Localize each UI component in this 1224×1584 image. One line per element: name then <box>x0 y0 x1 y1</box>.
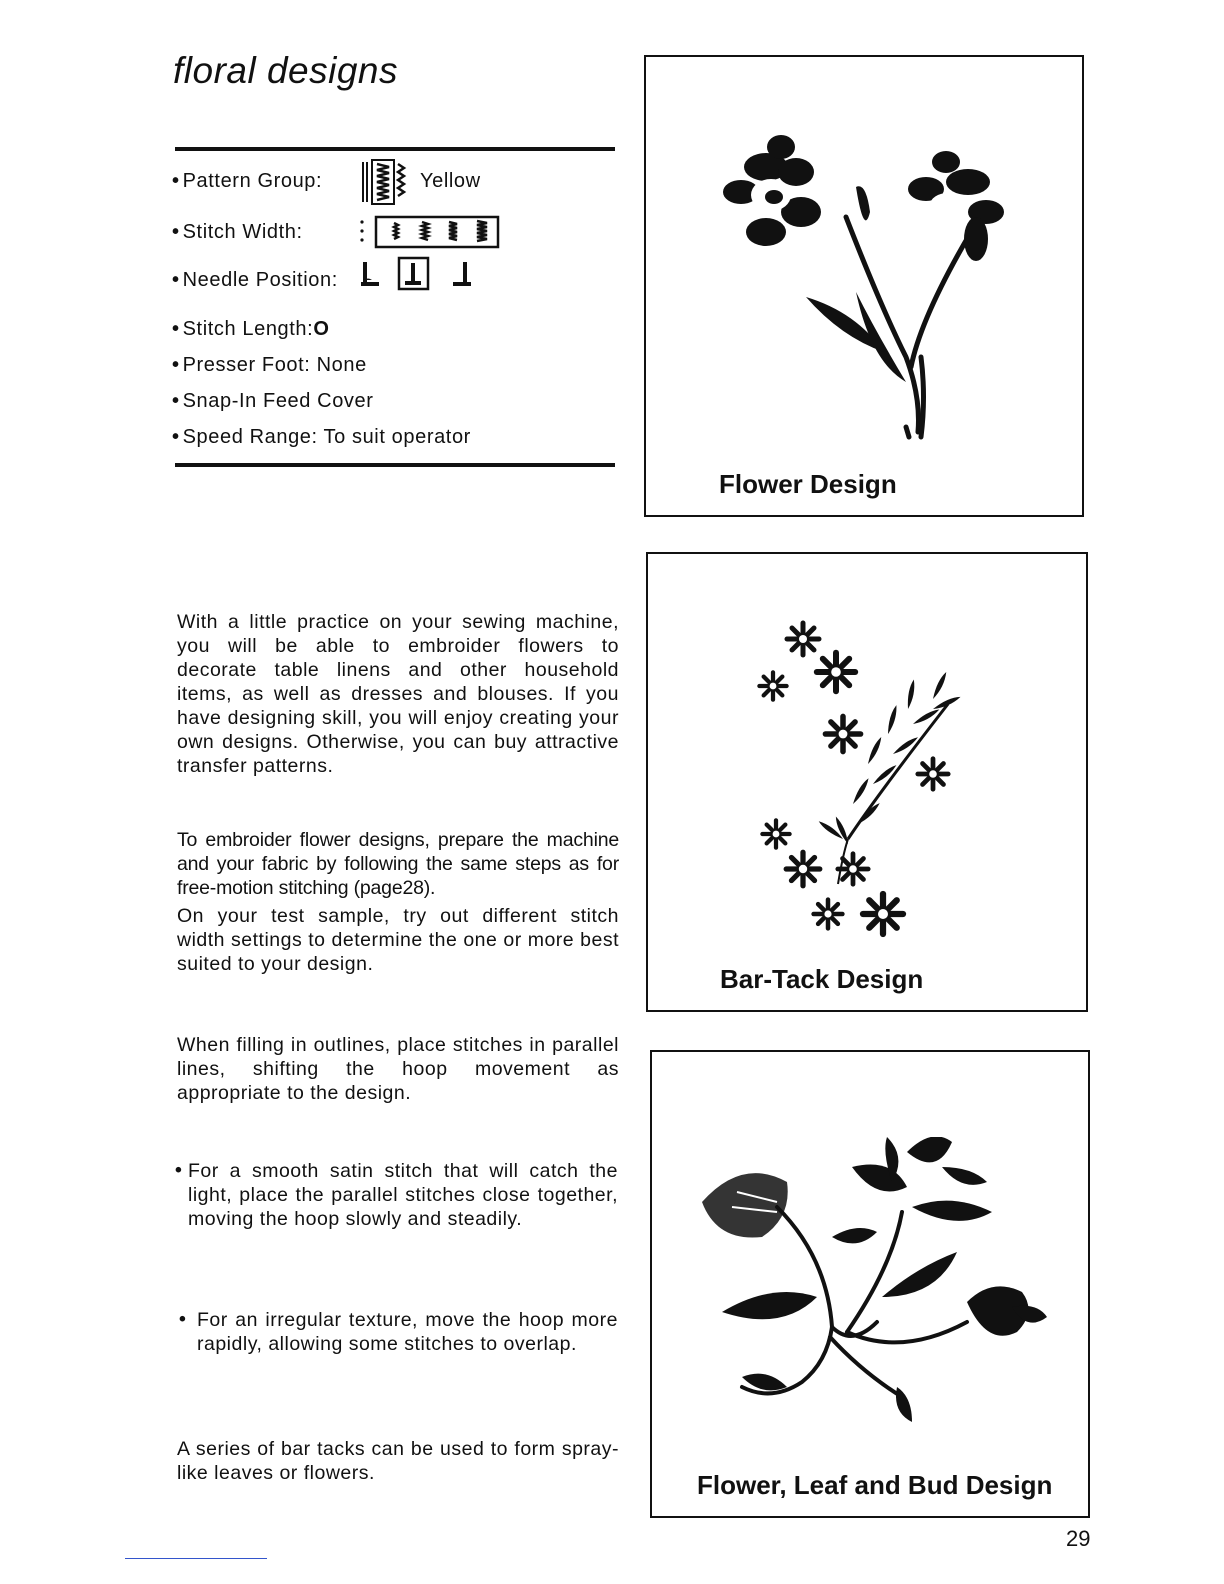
needle-position-icon <box>356 256 476 292</box>
needle-position-row: • Needle Position: <box>172 269 338 291</box>
feed-cover-row: • Snap-In Feed Cover <box>172 390 374 412</box>
satin-stitch-tip: For a smooth satin stitch that will catch the light, place the parallel stitches close together, moving the hoop slowly and steadily. <box>188 1160 618 1230</box>
pattern-group-icon <box>360 158 410 206</box>
top-rule <box>175 147 615 151</box>
stitch-width-label: Stitch Width: <box>182 221 303 243</box>
speed-range-text: Speed Range: To suit operator <box>182 426 471 448</box>
stitch-length-row: • Stitch Length:O <box>172 318 330 340</box>
flower-design-figure <box>644 55 1084 517</box>
leafbud-design-caption: Flower, Leaf and Bud Design <box>697 1470 1053 1500</box>
stitch-length-value: O <box>313 318 330 340</box>
bartack-design-figure <box>646 552 1088 1012</box>
pattern-group-row: • Pattern Group: <box>172 170 323 192</box>
feed-cover-text: Snap-In Feed Cover <box>182 390 374 412</box>
prepare-paragraph: To embroider flower designs, prepare the machine and your fabric by following the same steps as for free-motion stitching (page28). <box>177 829 619 899</box>
speed-range-row: • Speed Range: To suit operator <box>172 426 471 448</box>
intro-paragraph: With a little practice on your sewing machine, you will be able to embroider flowers to decorate table linens and other household items, as well as dresses and blouses. If you have designing skill, you will enjoy creating your own designs. Otherwise, you can buy attractive transfer patterns. <box>177 611 619 777</box>
presser-foot-text: Presser Foot: None <box>182 354 367 376</box>
page-title: floral designs <box>173 50 399 91</box>
leafbud-illustration <box>702 1137 1062 1437</box>
bottom-rule <box>175 463 615 467</box>
outlines-paragraph: When filling in outlines, place stitches in parallel lines, shifting the hoop movement as appropriate to the design. <box>177 1034 619 1104</box>
pattern-group-value: Yellow <box>420 170 481 192</box>
leafbud-design-figure <box>650 1050 1090 1518</box>
bartack-design-caption: Bar-Tack Design <box>720 964 924 994</box>
bartack-illustration <box>748 614 988 944</box>
footer-line <box>125 1558 267 1559</box>
stitch-width-icon <box>356 214 504 250</box>
presser-foot-row: • Presser Foot: None <box>172 354 367 376</box>
needle-position-label: Needle Position: <box>182 269 338 291</box>
test-sample-paragraph: On your test sample, try out different stitch width settings to determine the one or more best suited to your design. <box>177 905 619 975</box>
flower-illustration <box>706 127 1006 507</box>
bullet-marker: • <box>175 1159 183 1181</box>
irregular-texture-tip: For an irregular texture, move the hoop more rapidly, allowing some stitches to overlap. <box>197 1309 618 1355</box>
stitch-width-row: • Stitch Width: <box>172 221 303 243</box>
bullet-marker: • <box>179 1308 187 1330</box>
pattern-group-label: Pattern Group: <box>182 170 323 192</box>
page-number: 29 <box>1066 1526 1091 1551</box>
stitch-length-label: Stitch Length: <box>182 318 314 340</box>
bar-tack-paragraph: A series of bar tacks can be used to form spray-like leaves or flowers. <box>177 1438 619 1484</box>
flower-design-caption: Flower Design <box>719 469 897 499</box>
